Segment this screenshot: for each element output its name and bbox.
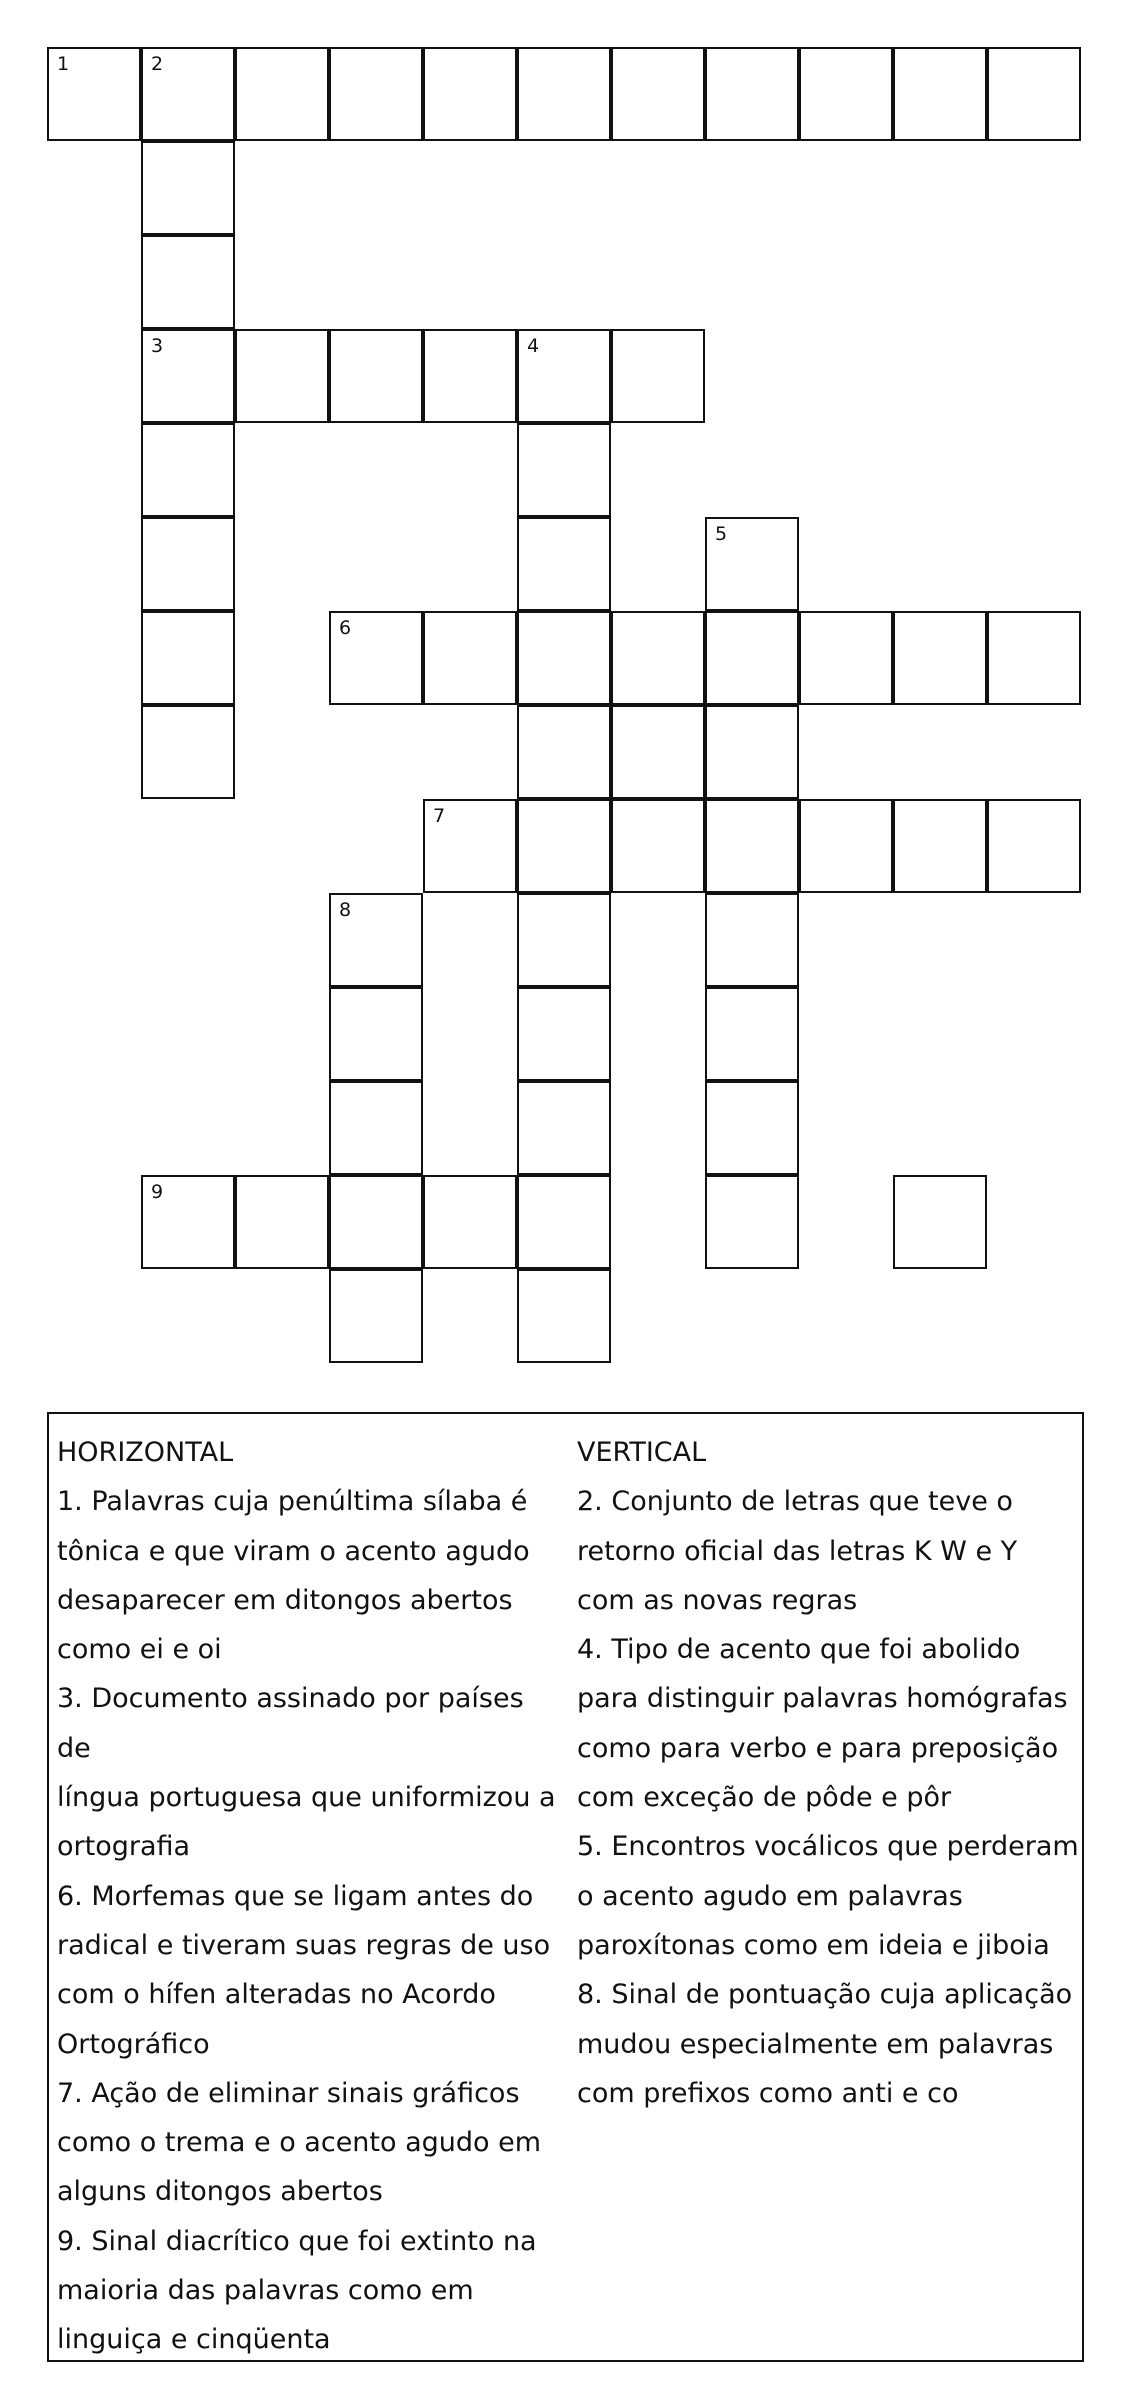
vertical-clue-line: com exceção de pôde e pôr bbox=[577, 1782, 952, 1814]
clue-number: 7 bbox=[433, 805, 446, 827]
horizontal-clue-line: 6. Morfemas que se ligam antes do bbox=[57, 1880, 534, 1912]
horizontal-clue-line: linguiça e cinqüenta bbox=[57, 2324, 331, 2356]
crossword-cell[interactable] bbox=[141, 329, 235, 423]
crossword-cell[interactable] bbox=[893, 47, 987, 141]
crossword-cell[interactable] bbox=[141, 1175, 235, 1269]
crossword-cell[interactable] bbox=[517, 705, 611, 799]
horizontal-clue-line: como o trema e o acento agudo em bbox=[57, 2127, 542, 2159]
crossword-cell[interactable] bbox=[517, 1081, 611, 1175]
crossword-cell[interactable] bbox=[517, 329, 611, 423]
horizontal-clue-line: 9. Sinal diacrítico que foi extinto na bbox=[57, 2225, 537, 2257]
horizontal-clue-line: com o hífen alteradas no Acordo bbox=[57, 1979, 496, 2011]
crossword-cell[interactable] bbox=[705, 1081, 799, 1175]
vertical-clue-line: como para verbo e para preposição bbox=[577, 1732, 1059, 1764]
crossword-cell[interactable] bbox=[329, 1175, 423, 1269]
vertical-clue-line: 2. Conjunto de letras que teve o bbox=[577, 1486, 1013, 1518]
crossword-cell[interactable] bbox=[517, 47, 611, 141]
crossword-cell[interactable] bbox=[987, 47, 1081, 141]
crossword-cell[interactable] bbox=[517, 517, 611, 611]
crossword-cell[interactable] bbox=[799, 47, 893, 141]
vertical-clue-line: com as novas regras bbox=[577, 1584, 858, 1616]
clue-number: 8 bbox=[339, 899, 352, 921]
horizontal-clue-list bbox=[57, 1477, 565, 2364]
vertical-clue-line: retorno oficial das letras K W e Y bbox=[577, 1535, 1018, 1567]
crossword-cell[interactable] bbox=[611, 329, 705, 423]
horizontal-clue-line: 1. Palavras cuja penúltima sílaba é bbox=[57, 1486, 528, 1518]
crossword-cell[interactable] bbox=[423, 1175, 517, 1269]
crossword-cell[interactable] bbox=[705, 987, 799, 1081]
crossword-cell[interactable] bbox=[705, 47, 799, 141]
clue-number: 2 bbox=[151, 53, 164, 75]
crossword-cell[interactable] bbox=[235, 47, 329, 141]
clue-number: 1 bbox=[57, 53, 70, 75]
crossword-cell[interactable] bbox=[235, 1175, 329, 1269]
crossword-cell[interactable] bbox=[141, 611, 235, 705]
horizontal-clue-line: alguns ditongos abertos bbox=[57, 2176, 383, 2208]
vertical-clues bbox=[577, 1428, 1082, 2118]
crossword-cell[interactable] bbox=[517, 1175, 611, 1269]
crossword-cell[interactable] bbox=[423, 47, 517, 141]
horizontal-clue-line: maioria das palavras como em bbox=[57, 2275, 474, 2307]
crossword-cell[interactable] bbox=[423, 329, 517, 423]
horizontal-clue-line: como ei e oi bbox=[57, 1634, 222, 1666]
horizontal-clue-line: tônica e que viram o acento agudo bbox=[57, 1535, 530, 1567]
vertical-clue-line: com prefixos como anti e co bbox=[577, 2077, 959, 2109]
crossword-cell[interactable] bbox=[329, 329, 423, 423]
vertical-heading: VERTICAL bbox=[577, 1437, 707, 1468]
crossword-cell[interactable] bbox=[329, 1269, 423, 1363]
crossword-cell[interactable] bbox=[47, 47, 141, 141]
crossword-cell[interactable] bbox=[235, 329, 329, 423]
crossword-cell[interactable] bbox=[517, 799, 611, 893]
vertical-clue-line: 5. Encontros vocálicos que perderam bbox=[577, 1831, 1079, 1863]
crossword-cell[interactable] bbox=[329, 611, 423, 705]
crossword-cell[interactable] bbox=[141, 423, 235, 517]
horizontal-clue-line: radical e tiveram suas regras de uso bbox=[57, 1929, 551, 1961]
crossword-cell[interactable] bbox=[141, 47, 235, 141]
crossword-cell[interactable] bbox=[893, 611, 987, 705]
vertical-clue-line: mudou especialmente em palavras bbox=[577, 2028, 1054, 2060]
horizontal-clue-line: desaparecer em ditongos abertos bbox=[57, 1584, 513, 1616]
crossword-cell[interactable] bbox=[705, 1175, 799, 1269]
crossword-cell[interactable] bbox=[893, 1175, 987, 1269]
crossword-cell[interactable] bbox=[705, 517, 799, 611]
crossword-cell[interactable] bbox=[517, 423, 611, 517]
crossword-cell[interactable] bbox=[329, 1081, 423, 1175]
crossword-cell[interactable] bbox=[799, 611, 893, 705]
horizontal-clue-line: ortografia bbox=[57, 1831, 191, 1863]
crossword-cell[interactable] bbox=[141, 235, 235, 329]
clue-number: 3 bbox=[151, 335, 164, 357]
crossword-cell[interactable] bbox=[987, 799, 1081, 893]
vertical-clue-line: 8. Sinal de pontuação cuja aplicação bbox=[577, 1979, 1073, 2011]
crossword-cell[interactable] bbox=[893, 799, 987, 893]
crossword-cell[interactable] bbox=[517, 611, 611, 705]
crossword-cell[interactable] bbox=[705, 799, 799, 893]
crossword-cell[interactable] bbox=[799, 799, 893, 893]
vertical-clue-line: 4. Tipo de acento que foi abolido bbox=[577, 1634, 1021, 1666]
crossword-cell[interactable] bbox=[141, 705, 235, 799]
crossword-cell[interactable] bbox=[517, 893, 611, 987]
crossword-cell[interactable] bbox=[611, 47, 705, 141]
crossword-cell[interactable] bbox=[517, 1269, 611, 1363]
crossword-cell[interactable] bbox=[611, 705, 705, 799]
crossword-cell[interactable] bbox=[517, 987, 611, 1081]
clues-box bbox=[47, 1412, 1084, 2362]
vertical-clue-line: o acento agudo em palavras bbox=[577, 1880, 963, 1912]
crossword-cell[interactable] bbox=[705, 893, 799, 987]
clue-number: 5 bbox=[715, 523, 728, 545]
horizontal-clues bbox=[57, 1428, 565, 2365]
horizontal-clue-line: Ortográfico bbox=[57, 2028, 210, 2060]
clue-number: 9 bbox=[151, 1181, 164, 1203]
crossword-cell[interactable] bbox=[705, 611, 799, 705]
horizontal-clue-line: 3. Documento assinado por países de bbox=[57, 1683, 524, 1764]
horizontal-clue-line: língua portuguesa que uniformizou a bbox=[57, 1782, 556, 1814]
horizontal-heading: HORIZONTAL bbox=[57, 1437, 234, 1468]
crossword-cell[interactable] bbox=[141, 517, 235, 611]
crossword-cell[interactable] bbox=[611, 611, 705, 705]
crossword-cell[interactable] bbox=[329, 893, 423, 987]
crossword-cell[interactable] bbox=[705, 705, 799, 799]
vertical-clue-line: paroxítonas como em ideia e jiboia bbox=[577, 1929, 1050, 1961]
crossword-cell[interactable] bbox=[329, 47, 423, 141]
clue-number: 6 bbox=[339, 617, 352, 639]
crossword-cell[interactable] bbox=[611, 799, 705, 893]
crossword-cell[interactable] bbox=[987, 611, 1081, 705]
clue-number: 4 bbox=[527, 335, 540, 357]
crossword-cell[interactable] bbox=[329, 987, 423, 1081]
vertical-clue-line: para distinguir palavras homógrafas bbox=[577, 1683, 1068, 1715]
crossword-cell[interactable] bbox=[141, 141, 235, 235]
crossword-cell[interactable] bbox=[423, 611, 517, 705]
crossword-cell[interactable] bbox=[423, 799, 517, 893]
vertical-clue-list bbox=[577, 1477, 1082, 2118]
horizontal-clue-line: 7. Ação de eliminar sinais gráficos bbox=[57, 2077, 520, 2109]
